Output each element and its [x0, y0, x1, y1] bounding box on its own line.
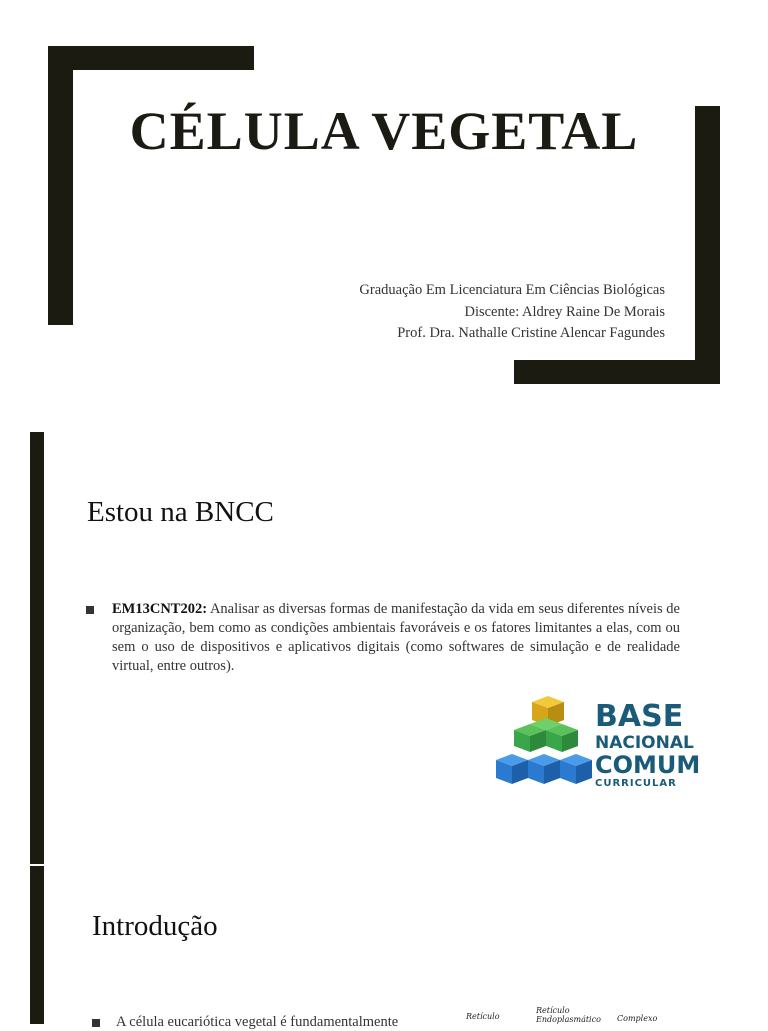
diagram-label-reticulo: Retículo [466, 1012, 500, 1021]
diagram-label-reticulo-endoplasmatico [536, 1006, 601, 1024]
slide-title: CÉLULA VEGETAL [129, 101, 639, 161]
intro-bullet [92, 1014, 452, 1031]
bncc-logo-text [595, 699, 701, 789]
bncc-code: EM13CNT202: [112, 601, 208, 617]
cubes-icon [492, 694, 592, 792]
square-bullet-icon [92, 1019, 100, 1027]
slide-accent-bar [30, 432, 44, 864]
bncc-bullet [86, 600, 680, 676]
bncc-slide [0, 432, 768, 864]
diagram-label-line: Retículo [536, 1006, 570, 1015]
bncc-description: Analisar as diversas formas de manifestação da vida em seus diferentes níveis de organização, bem como as condições ambientais favoráveis e os fatores limitantes a elas, com ou sem o uso de dispositivos e aplicativos digitais (como softwares de simulação e de realidade virtual, entre outros). [112, 601, 680, 674]
diagram-label-line: Endoplasmático [536, 1015, 601, 1024]
frame-top-left-horizontal [48, 46, 254, 70]
logo-word-nacional: NACIONAL [595, 733, 694, 753]
course-line: Graduação Em Licenciatura Em Ciências Biológicas [359, 282, 665, 298]
logo-word-curricular: CURRICULAR [595, 778, 677, 789]
intro-slide [0, 866, 768, 1030]
section-title: Estou na BNCC [87, 496, 274, 528]
subtitle-block [359, 280, 665, 345]
intro-bullet-text: A célula eucariótica vegetal é fundamentalmente [116, 1014, 399, 1030]
student-line: Discente: Aldrey Raine De Morais [464, 303, 665, 320]
title-slide [0, 0, 768, 410]
professor-line: Prof. Dra. Nathalle Cristine Alencar Fagundes [397, 325, 665, 341]
square-bullet-icon [86, 606, 94, 614]
slide-accent-bar [30, 866, 44, 1024]
diagram-label-complexo: Complexo [617, 1014, 658, 1023]
frame-bottom-right-horizontal [514, 360, 720, 384]
bullet-text [112, 600, 680, 676]
bncc-logo [492, 694, 701, 792]
section-title: Introdução [92, 910, 218, 942]
logo-word-comum: COMUM [595, 751, 701, 779]
logo-word-base: BASE [595, 699, 684, 734]
frame-top-left-vertical [48, 46, 73, 325]
